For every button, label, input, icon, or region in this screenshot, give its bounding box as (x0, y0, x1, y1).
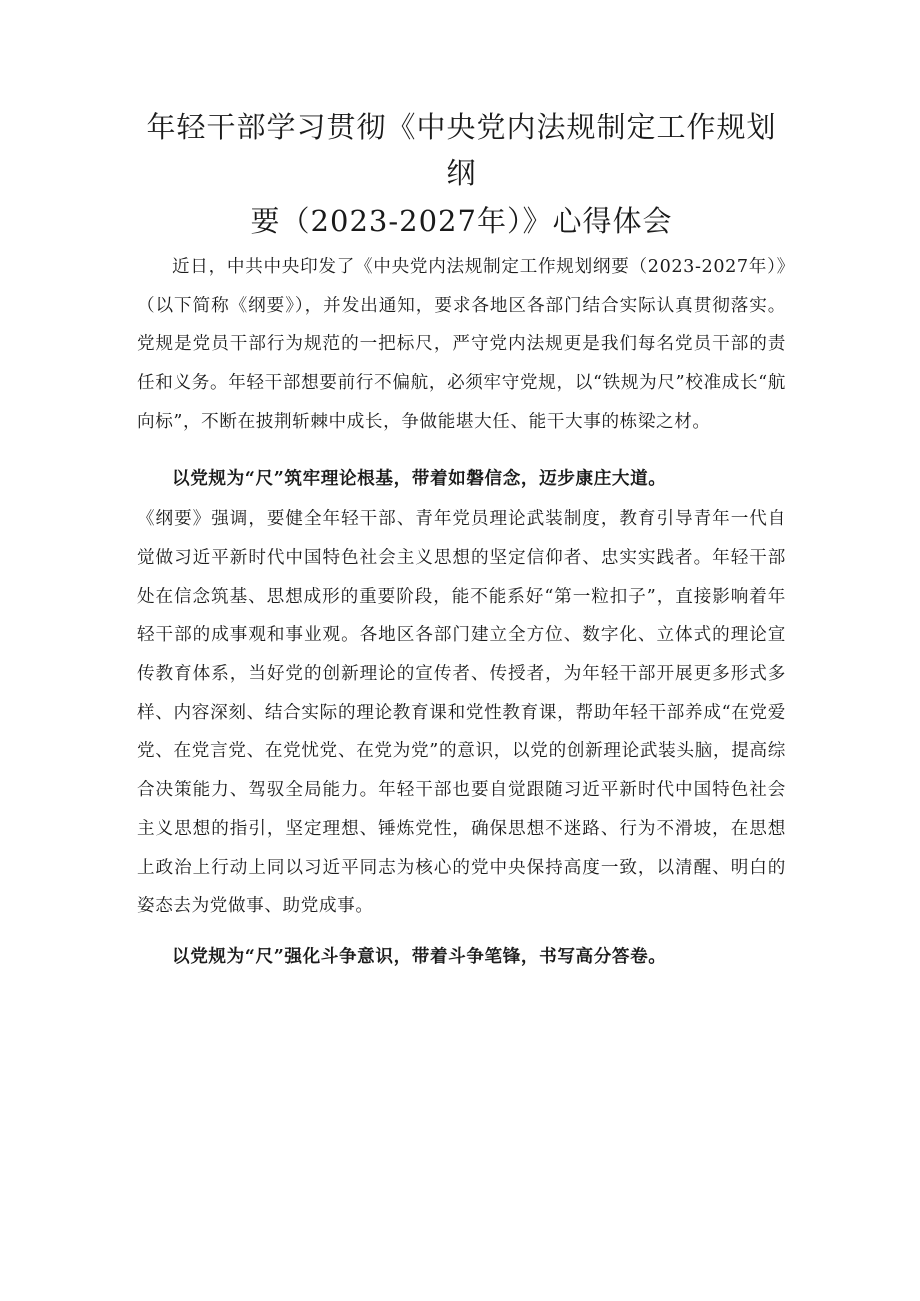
section-2-heading: 以党规为“尺”强化斗争意识，带着斗争笔锋，书写高分答卷。 (172, 945, 667, 967)
intro-paragraph: 近日，中共中央印发了《中央党内法规制定工作规划纲要（2023-2027年）》（以下简称《纲要》），并发出通知，要求各地区各部门结合实际认真贯彻落实。党规是党员干部行为规范的一把标尺，严守党内法规更是我们每名党员干部的责任和义务。年轻干部想要前行不偏航，必须牢守党规，以“铁规为尺”校准成长“航向标”，不断在披荆斩棘中成长，争做能堪大任、能干大事的栋梁之材。 (137, 257, 786, 432)
document-title (137, 104, 786, 244)
title-line-1: 年轻干部学习贯彻《中央党内法规制定工作规划纲 (146, 110, 777, 190)
section-1-heading: 以党规为“尺”筑牢理论根基，带着如磐信念，迈步康庄大道。 (172, 467, 667, 489)
title-line-2: 要（2023-2027年）》心得体会 (250, 204, 673, 238)
section-1-paragraph: 《纲要》强调，要健全年轻干部、青年党员理论武装制度，教育引导青年一代自觉做习近平新时代中国特色社会主义思想的坚定信仰者、忠实实践者。年轻干部处在信念筑基、思想成形的重要阶段，能不能系好“第一粒扣子”，直接影响着年轻干部的成事观和事业观。各地区各部门建立全方位、数字化、立体式的理论宣传教育体系，当好党的创新理论的宣传者、传授者，为年轻干部开展更多形式多样、内容深刻、结合实际的理论教育课和党性教育课，帮助年轻干部养成“在党爱党、在党言党、在党忧党、在党为党”的意识，以党的创新理论武装头脑，提高综合决策能力、驾驭全局能力。年轻干部也要自觉跟随习近平新时代中国特色社会主义思想的指引，坚定理想、锤炼党性，确保思想不迷路、行为不滑坡，在思想上政治上行动上同以习近平同志为核心的党中央保持高度一致，以清醒、明白的姿态去为党做事、助党成事。 (137, 509, 786, 917)
